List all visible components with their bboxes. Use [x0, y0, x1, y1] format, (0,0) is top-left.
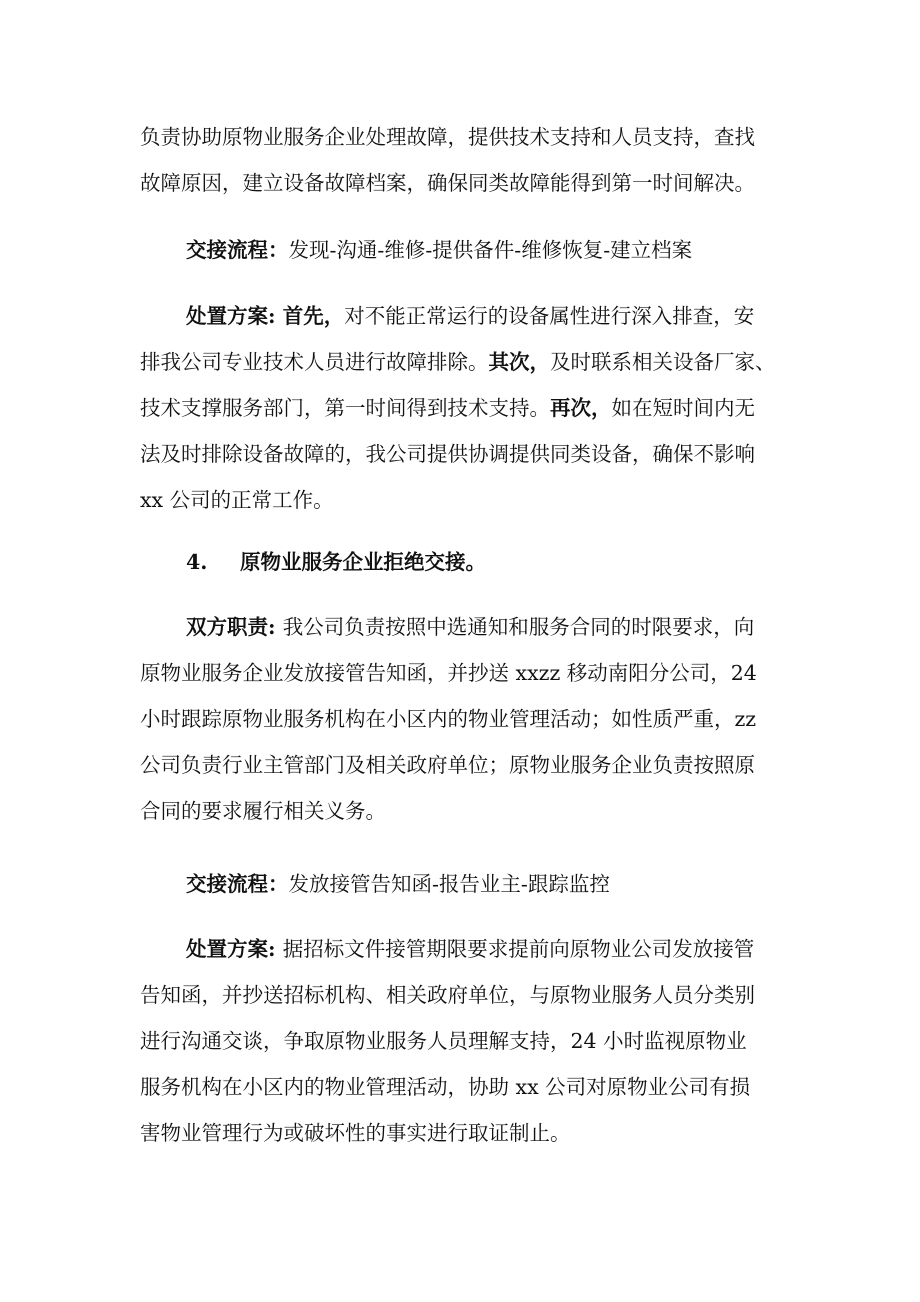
plan-paragraph-section-3	[140, 293, 790, 523]
paragraph-line	[186, 227, 836, 273]
paragraph-line: 服务机构在小区内的物业管理活动，协助 xx 公司对原物业公司有损	[140, 1075, 751, 1099]
heading-line	[186, 539, 836, 585]
paragraph-line	[140, 385, 790, 431]
paragraph-line: 公司负责行业主管部门及相关政府单位；原物业服务企业负责按照原	[140, 753, 755, 777]
plan-label: 处置方案	[186, 304, 268, 328]
third-step-label: 再次，	[550, 396, 612, 420]
process-text: 发现-沟通-维修-提供备件-维修恢复-建立档案	[288, 238, 693, 262]
paragraph-line: 进行沟通交谈，争取原物业服务人员理解支持，24 小时监视原物业	[140, 1029, 747, 1053]
paragraph-line: 处置方案: 首先，对不能正常运行的设备属性进行深入排查，安	[186, 304, 755, 328]
paragraph-line: xx 公司的正常工作。	[140, 488, 334, 512]
paragraph-line: 法及时排除设备故障的，我公司提供协调提供同类设备，确保不影响	[140, 442, 755, 466]
responsibility-text: 我公司负责按照中选通知和服务合同的时限要求，向	[282, 615, 755, 639]
paragraph-line: 小时跟踪原物业服务机构在小区内的物业管理活动；如性质严重，zz	[140, 707, 757, 731]
paragraph-line: 害物业管理行为或破坏性的事实进行取证制止。	[140, 1121, 571, 1145]
second-step-label: 其次，	[488, 350, 550, 374]
paragraph-line: 合同的要求履行相关义务。	[140, 799, 386, 823]
plan-paragraph-section-4	[140, 926, 790, 1156]
paragraph-line: 原物业服务企业发放接管告知函，并抄送 xxzz 移动南阳分公司，24	[140, 661, 757, 685]
paragraph-line: 处置方案: 据招标文件接管期限要求提前向原物业公司发放接管	[186, 937, 755, 961]
process-paragraph-section-4	[186, 861, 836, 907]
paragraph-line: 负责协助原物业服务企业处理故障，提供技术支持和人员支持，查找	[140, 125, 755, 149]
plan-text: 技术支撑服务部门，第一时间得到技术支持。	[140, 396, 550, 420]
process-paragraph-section-3	[186, 227, 836, 273]
section-heading	[186, 539, 836, 585]
paragraph-line	[140, 339, 790, 385]
plan-text: 对不能正常运行的设备属性进行深入排查，安	[344, 304, 755, 328]
section-title: 原物业服务企业拒绝交接。	[240, 550, 486, 574]
plan-text: 如在短时间内无	[611, 396, 755, 420]
process-label: 交接流程：	[186, 238, 289, 262]
process-label: 交接流程：	[186, 872, 289, 896]
paragraph-line: 双方职责: 我公司负责按照中选通知和服务合同的时限要求，向	[186, 615, 755, 639]
process-text: 发放接管告知函-报告业主-跟踪监控	[288, 872, 610, 896]
paragraph-line: 故障原因，建立设备故障档案，确保同类故障能得到第一时间解决。	[140, 171, 755, 195]
section-number: 4.	[186, 550, 208, 574]
plan-label: 处置方案	[186, 937, 268, 961]
first-step-label: 首先，	[282, 304, 345, 328]
plan-text: 据招标文件接管期限要求提前向原物业公司发放接管	[282, 937, 755, 961]
responsibility-label: 双方职责	[186, 615, 268, 639]
intro-paragraph	[140, 114, 790, 206]
plan-text: 排我公司专业技术人员进行故障排除。	[140, 350, 489, 374]
paragraph-line: 告知函，并抄送招标机构、相关政府单位，与原物业服务人员分类别	[140, 983, 755, 1007]
plan-text: 及时联系相关设备厂家、	[550, 350, 776, 374]
paragraph-line	[186, 861, 836, 907]
responsibility-paragraph	[140, 604, 790, 834]
